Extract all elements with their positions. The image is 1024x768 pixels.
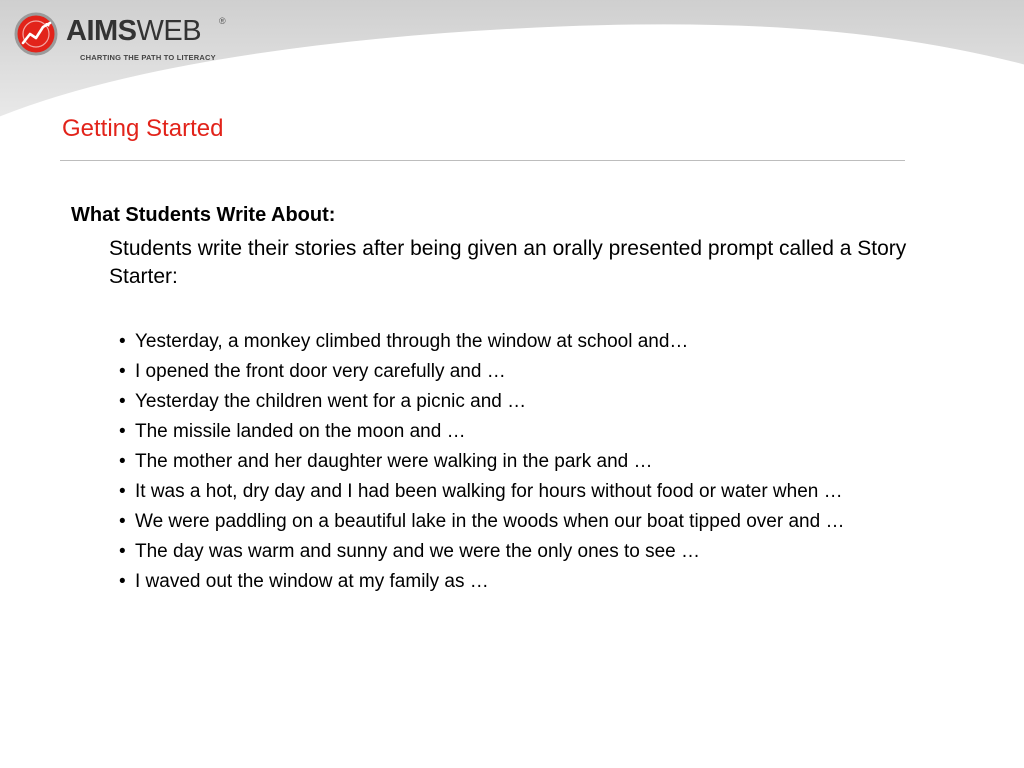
prompt-text: We were paddling on a beautiful lake in the woods when our boat tipped over and … [135,511,845,532]
aimsweb-logo-mark-icon [14,12,58,56]
prompt-text: The mother and her daughter were walking in the park and … [135,451,653,472]
list-item [119,567,844,597]
aimsweb-logo [14,12,226,62]
bullet-icon: • [119,421,126,442]
logo-brand-light: WEB [136,15,202,47]
prompt-text: I waved out the window at my family as … [135,571,489,592]
logo-wordmark [66,14,201,48]
prompt-text: The missile landed on the moon and … [135,421,466,442]
list-item [119,537,844,567]
list-item [119,357,844,387]
bullet-icon: • [119,391,126,412]
bullet-icon: • [119,361,126,382]
section-heading: What Students Write About: [71,204,336,226]
intro-paragraph: Students write their stories after being given an orally presented prompt called a Story Starter: [109,237,907,288]
bullet-icon: • [119,541,126,562]
list-item [119,387,844,417]
prompt-text: It was a hot, dry day and I had been walking for hours without food or water when … [135,481,843,502]
list-item [119,447,844,477]
bullet-icon: • [119,451,126,472]
prompt-text: Yesterday the children went for a picnic and … [135,391,527,412]
prompt-text: I opened the front door very carefully and … [135,361,506,382]
logo-brand-bold: AIMS [66,15,137,47]
slide-title: Getting Started [62,115,224,142]
bullet-icon: • [119,481,126,502]
bullet-icon: • [119,511,126,532]
story-starter-list [119,327,844,597]
title-divider [60,160,905,161]
prompt-text: Yesterday, a monkey climbed through the window at school and… [135,331,689,352]
prompt-text: The day was warm and sunny and we were the only ones to see … [135,541,701,562]
list-item [119,417,844,447]
bullet-icon: • [119,331,126,352]
list-item [119,477,844,507]
bullet-icon: • [119,571,126,592]
list-item [119,507,844,537]
list-item [119,327,844,357]
logo-tagline: CHARTING THE PATH TO LITERACY [80,53,216,62]
logo-registered-mark: ® [219,16,226,26]
